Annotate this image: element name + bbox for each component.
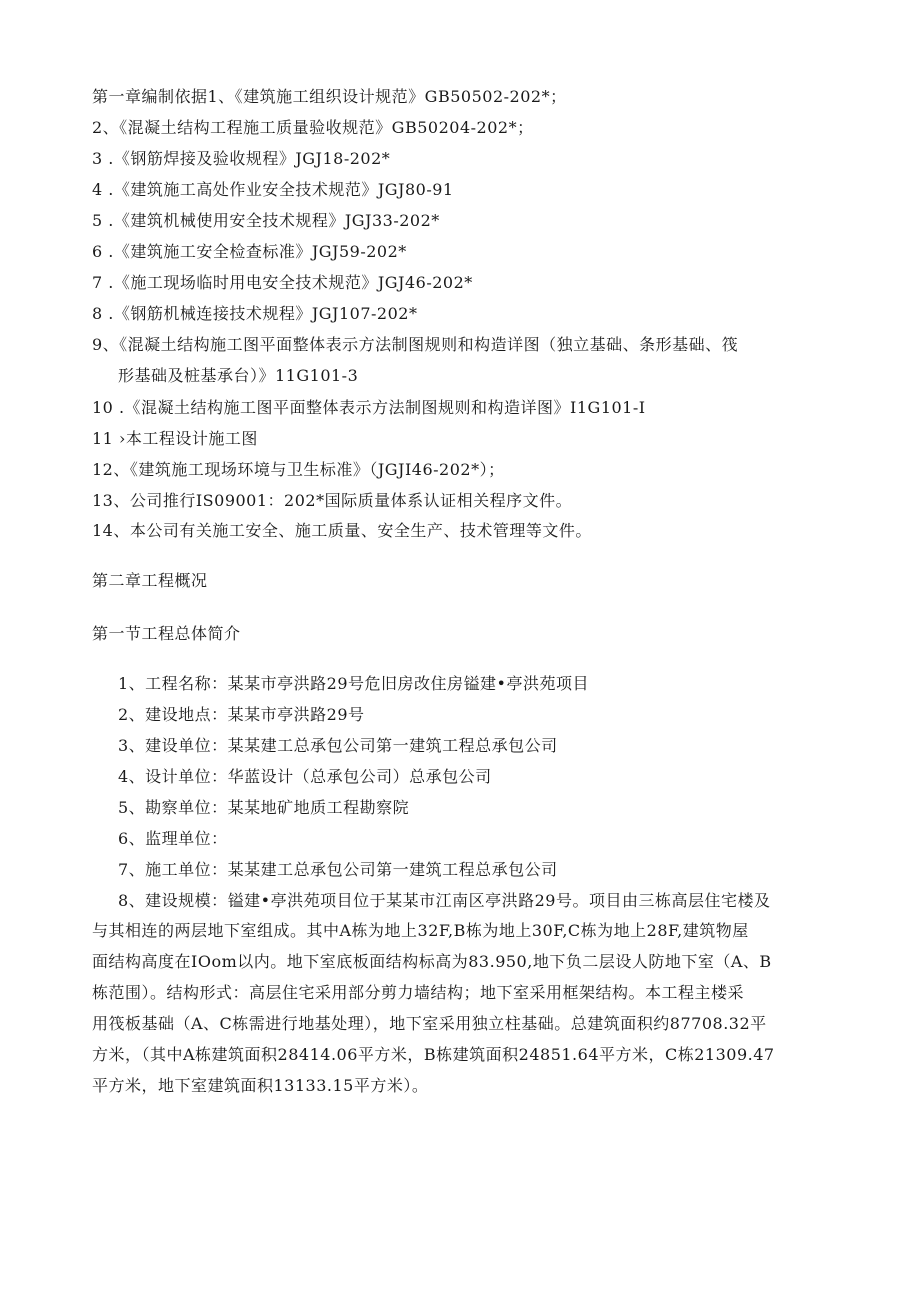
chapter1-heading-ref1: 第一章编制依据1、《建筑施工组织设计规范》GB50502-202*；	[92, 87, 567, 106]
reference-item-11: 11 ›本工程设计施工图	[92, 429, 258, 448]
reference-item-7: 7 .《施工现场临时用电安全技术规范》JGJ46-202*	[92, 273, 473, 292]
reference-item-8: 8 .《钢筋机械连接技术规程》JGJ107-202*	[92, 304, 418, 323]
overview-item-3: 3、建设单位：某某建工总承包公司第一建筑工程总承包公司	[118, 736, 558, 755]
reference-item-4: 4 .《建筑施工高处作业安全技术规范》JGJ80-91	[92, 180, 454, 199]
scale-paragraph-line-6: 方米，（其中A栋建筑面积28414.06平方米，B栋建筑面积24851.64平方米，C栋21309.47	[92, 1045, 775, 1064]
reference-item-10: 10 .《混凝土结构施工图平面整体表示方法制图规则和构造详图》I1G101-I	[92, 398, 646, 417]
overview-item-7: 7、施工单位：某某建工总承包公司第一建筑工程总承包公司	[118, 860, 558, 879]
overview-item-6: 6、监理单位：	[118, 829, 228, 848]
scale-paragraph-line-2: 与其相连的两层地下室组成。其中A栋为地上32F,B栋为地上30F,C栋为地上28F,建筑物屋	[92, 921, 749, 940]
overview-item-1: 1、工程名称：某某市亭洪路29号危旧房改住房镒建•亭洪苑项目	[118, 674, 589, 693]
scale-paragraph-line-7: 平方米，地下室建筑面积13133.15平方米）。	[92, 1076, 429, 1095]
reference-item-5: 5 .《建筑机械使用安全技术规程》JGJ33-202*	[92, 211, 440, 230]
scale-paragraph-line-1: 8、建设规模：镒建•亭洪苑项目位于某某市江南区亭洪路29号。项目由三栋高层住宅楼及	[118, 891, 771, 910]
reference-item-3: 3 .《钢筋焊接及验收规程》JGJ18-202*	[92, 149, 391, 168]
scale-paragraph-line-3: 面结构高度在IOom以内。地下室底板面结构标高为83.950,地下负二层设人防地下室（A、B	[92, 952, 772, 971]
reference-item-14: 14、本公司有关施工安全、施工质量、安全生产、技术管理等文件。	[92, 521, 592, 540]
scale-paragraph-line-4: 栋范围）。结构形式：高层住宅采用部分剪力墙结构；地下室采用框架结构。本工程主楼采	[92, 983, 745, 1002]
overview-item-2: 2、建设地点：某某市亭洪路29号	[118, 705, 365, 724]
reference-item-12: 12、《建筑施工现场环境与卫生标准》（JGJI46-202*）；	[92, 460, 505, 479]
chapter2-heading: 第二章工程概况	[92, 571, 208, 590]
overview-item-4: 4、设计单位：华蓝设计（总承包公司）总承包公司	[118, 767, 492, 786]
overview-item-5: 5、勘察单位：某某地矿地质工程勘察院	[118, 798, 410, 817]
reference-item-6: 6 .《建筑施工安全检查标准》JGJ59-202*	[92, 242, 407, 261]
scale-paragraph-line-5: 用筏板基础（A、C栋需进行地基处理），地下室采用独立柱基础。总建筑面积约87708.32平	[92, 1014, 767, 1033]
reference-item-9-cont: 形基础及桩基承台）》11G101-3	[118, 366, 359, 385]
section1-heading: 第一节工程总体简介	[92, 624, 241, 643]
reference-item-9: 9、《混凝土结构施工图平面整体表示方法制图规则和构造详图（独立基础、条形基础、筏	[92, 335, 739, 354]
reference-item-13: 13、公司推行IS09001：202*国际质量体系认证相关程序文件。	[92, 491, 573, 510]
reference-item-2: 2、《混凝土结构工程施工质量验收规范》GB50204-202*；	[92, 118, 534, 137]
